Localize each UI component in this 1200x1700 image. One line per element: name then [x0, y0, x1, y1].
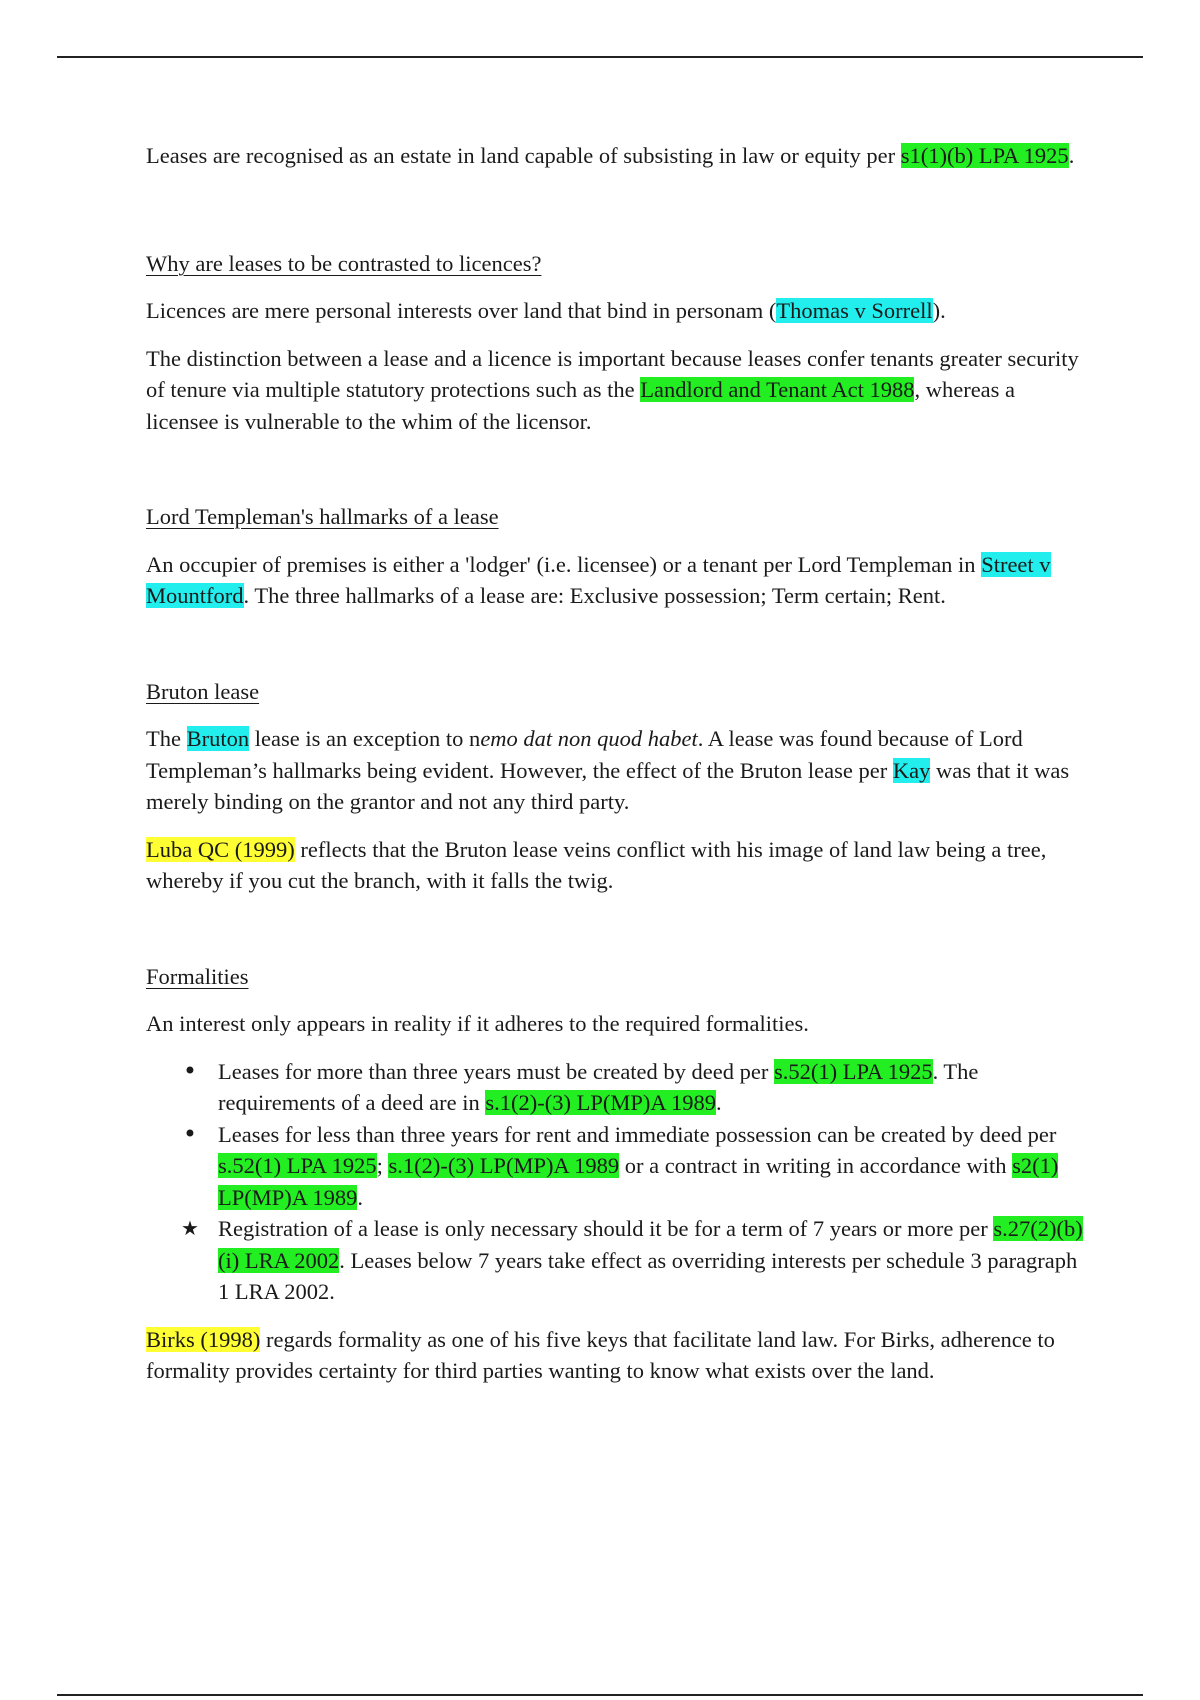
- paragraph-interest: An interest only appears in reality if it adheres to the required formalities.: [146, 1011, 809, 1036]
- academic-highlight: Luba QC (1999): [146, 836, 295, 862]
- paragraph-licences: Licences are mere personal interests over land that bind in personam (Thomas v Sorrell).: [146, 298, 946, 323]
- footer-rule: [57, 1694, 1143, 1696]
- statute-highlight: s2(1) LP(MP)A 1989: [218, 1153, 1059, 1210]
- list-item: ★ Registration of a lease is only necessary should it be for a term of 7 years or more per s.27(2)(b)(i) LRA 2002. Leases below 7 years take effect as overriding interests per schedule 3 paragraph 1 LRA 2002.: [146, 1213, 1090, 1308]
- statute-highlight: s.1(2)-(3) LP(MP)A 1989: [485, 1090, 716, 1115]
- statute-highlight: s.52(1) LPA 1925: [218, 1153, 377, 1178]
- header-rule: [57, 56, 1143, 58]
- statute-highlight: s1(1)(b) LPA 1925: [900, 143, 1069, 168]
- case-highlight: Bruton: [186, 726, 250, 751]
- list-item: • Leases for less than three years for rent and immediate possession can be created by deed per s.52(1) LPA 1925; s.1(2)-(3) LP(MP)A 1989 or a contract in writing in accordance with s2(1) LP(MP)A 1989.: [146, 1119, 1090, 1214]
- case-highlight: Thomas v Sorrell: [776, 298, 933, 323]
- academic-highlight: Birks (1998): [146, 1326, 261, 1352]
- list-item: • Leases for more than three years must be created by deed per s.52(1) LPA 1925. The requirements of a deed are in s.1(2)-(3) LP(MP)A 1989.: [146, 1056, 1090, 1119]
- paragraph-intro: Leases are recognised as an estate in land capable of subsisting in law or equity per s1(1)(b) LPA 1925.: [146, 143, 1075, 168]
- paragraph-distinction: The distinction between a lease and a licence is important because leases confer tenants greater security of tenure via multiple statutory protections such as the Landlord and Tenant Act 1988, whereas a licensee is vulnerable to the whim of the licensor.: [146, 345, 1079, 434]
- star-icon: ★: [181, 1216, 199, 1240]
- heading-bruton-lease: Bruton lease: [146, 678, 260, 704]
- document-body: [146, 140, 1090, 1387]
- statute-highlight: s.27(2)(b)(i) LRA 2002: [218, 1216, 1083, 1273]
- latin-maxim: emo dat non quod habet: [480, 726, 698, 751]
- case-highlight: Street v Mountford: [146, 551, 1051, 608]
- paragraph-birks: Birks (1998) regards formality as one of his five keys that facilitate land law. For Birks, adherence to formality provides certainty for third parties wanting to know what exists over the land.: [146, 1326, 1055, 1383]
- statute-highlight: Landlord and Tenant Act 1988: [640, 377, 915, 402]
- paragraph-bruton: The Bruton lease is an exception to nemo dat non quod habet. A lease was found because of Lord Templeman’s hallmarks being evident. However, the effect of the Bruton lease per Kay was that it was merely binding on the grantor and not any third party.: [146, 726, 1070, 814]
- paragraph-occupier: An occupier of premises is either a 'lodger' (i.e. licensee) or a tenant per Lord Templeman in Street v Mountford. The three hallmarks of a lease are: Exclusive possession; Term certain; Rent.: [146, 551, 1051, 608]
- formalities-list: [146, 1056, 1090, 1308]
- case-highlight: Kay: [892, 757, 931, 783]
- bullet-icon: •: [182, 1056, 198, 1085]
- paragraph-luba: Luba QC (1999) reflects that the Bruton lease veins conflict with his image of land law being a tree, whereby if you cut the branch, with it falls the twig.: [146, 836, 1047, 893]
- statute-highlight: s.1(2)-(3) LP(MP)A 1989: [388, 1153, 620, 1178]
- heading-formalities: Formalities: [146, 963, 249, 989]
- heading-why-contrast: Why are leases to be contrasted to licences?: [146, 250, 542, 276]
- bullet-icon: •: [182, 1119, 198, 1148]
- statute-highlight: s.52(1) LPA 1925: [774, 1058, 933, 1084]
- heading-templeman-hallmarks: Lord Templeman's hallmarks of a lease: [146, 504, 499, 529]
